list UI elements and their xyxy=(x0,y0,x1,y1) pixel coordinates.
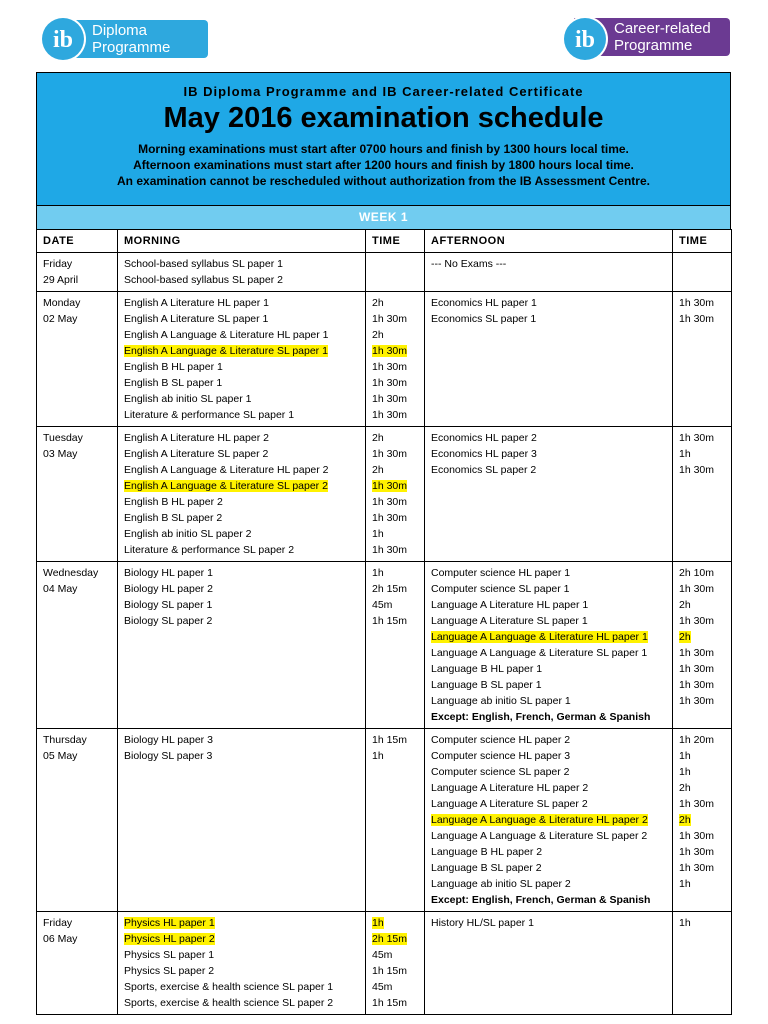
exam-name xyxy=(431,430,672,446)
morning-exams-cell xyxy=(118,562,366,729)
exam-name xyxy=(124,295,365,311)
header-note: An examination cannot be rescheduled without authorization from the IB Assessment Centre. xyxy=(117,174,650,188)
cell-text: 1h 30m xyxy=(679,464,715,476)
exam-duration xyxy=(372,732,424,748)
date-text: 02 May xyxy=(43,313,78,325)
afternoon-exams-cell xyxy=(425,292,673,427)
cell-text: English B SL paper 2 xyxy=(124,512,223,524)
date-cell xyxy=(37,253,118,292)
exam-name xyxy=(431,565,672,581)
cell-text: English A Literature SL paper 2 xyxy=(124,448,269,460)
exam-duration xyxy=(679,764,731,780)
cell-text: Computer science HL paper 1 xyxy=(431,567,571,579)
diploma-logo-text-1: Diploma xyxy=(92,22,148,39)
career-logo-text-2: Programme xyxy=(614,37,693,54)
cell-text: School-based syllabus SL paper 2 xyxy=(124,274,283,286)
cell-text: 1h xyxy=(679,750,691,762)
exam-name xyxy=(431,629,672,645)
exam-name xyxy=(124,732,365,748)
cell-text: 1h xyxy=(372,528,384,540)
cell-text: 1h 30m xyxy=(679,297,715,309)
afternoon-time-cell xyxy=(673,253,732,292)
exam-duration xyxy=(372,430,424,446)
date-text: 05 May xyxy=(43,750,78,762)
exam-duration xyxy=(372,995,424,1011)
exam-duration xyxy=(679,661,731,677)
date-text: Wednesday xyxy=(43,567,99,579)
career-logo-text-1: Career-related xyxy=(614,20,711,37)
cell-text: Except: English, French, German & Spanish xyxy=(431,711,651,723)
exam-duration xyxy=(372,613,424,629)
exam-name xyxy=(431,915,672,931)
table-row xyxy=(37,427,732,562)
exam-duration xyxy=(679,732,731,748)
cell-text: Language A Language & Literature HL paper 2 xyxy=(431,814,648,826)
cell-text: 1h 30m xyxy=(372,377,408,389)
cell-text: 2h 10m xyxy=(679,567,715,579)
cell-text: 1h 30m xyxy=(372,480,408,492)
morning-exams-cell xyxy=(118,427,366,562)
cell-text: Economics SL paper 2 xyxy=(431,464,537,476)
exam-duration xyxy=(372,597,424,613)
cell-text: 1h 15m xyxy=(372,965,408,977)
ib-logo-icon xyxy=(560,14,610,64)
exam-duration xyxy=(372,581,424,597)
cell-text: English B HL paper 2 xyxy=(124,496,223,508)
date-text: 03 May xyxy=(43,448,78,460)
exam-duration xyxy=(679,915,731,931)
table-row xyxy=(37,253,732,292)
afternoon-exams-cell xyxy=(425,729,673,912)
career-related-programme-logo xyxy=(560,14,730,64)
table-body xyxy=(37,253,732,1015)
header-note: Morning examinations must start after 0700 hours and finish by 1300 hours local time. xyxy=(138,142,629,156)
cell-text: Language A Language & Literature HL paper 1 xyxy=(431,631,648,643)
exam-duration xyxy=(679,565,731,581)
table-row xyxy=(37,292,732,427)
cell-text: Economics HL paper 3 xyxy=(431,448,537,460)
exam-name xyxy=(431,764,672,780)
exam-name xyxy=(124,947,365,963)
cell-text: School-based syllabus SL paper 1 xyxy=(124,258,283,270)
afternoon-exams-cell xyxy=(425,427,673,562)
cell-text: Biology SL paper 1 xyxy=(124,599,213,611)
cell-text: 1h 30m xyxy=(679,432,715,444)
cell-text: Language B SL paper 1 xyxy=(431,679,542,691)
cell-text: 1h 30m xyxy=(372,393,408,405)
exam-duration xyxy=(679,581,731,597)
cell-text: 1h 30m xyxy=(679,830,715,842)
exam-name xyxy=(431,860,672,876)
exam-name xyxy=(431,748,672,764)
exam-name xyxy=(124,613,365,629)
cell-text: 1h 30m xyxy=(679,663,715,675)
cell-text: 1h xyxy=(372,750,384,762)
cell-text: Language A Language & Literature SL paper 2 xyxy=(431,830,648,842)
cell-text: 1h 15m xyxy=(372,615,408,627)
exam-duration xyxy=(372,359,424,375)
date-text: Monday xyxy=(43,297,81,309)
exam-name xyxy=(124,327,365,343)
cell-text: 1h 30m xyxy=(679,647,715,659)
exam-name xyxy=(431,581,672,597)
cell-text: Literature & performance SL paper 2 xyxy=(124,544,295,556)
cell-text: Language A Language & Literature SL paper 1 xyxy=(431,647,648,659)
exam-duration xyxy=(372,343,424,359)
exam-name xyxy=(124,462,365,478)
exam-duration xyxy=(372,526,424,542)
exam-duration xyxy=(372,494,424,510)
cell-text: Physics HL paper 1 xyxy=(124,917,215,929)
cell-text: English A Language & Literature HL paper 2 xyxy=(124,464,329,476)
cell-text: English A Language & Literature SL paper 1 xyxy=(124,345,328,357)
exam-name xyxy=(124,995,365,1011)
cell-text: 1h 30m xyxy=(679,798,715,810)
cell-text: 2h xyxy=(679,631,691,643)
exam-name xyxy=(124,581,365,597)
date-text: Tuesday xyxy=(43,432,83,444)
column-header-morning: MORNING xyxy=(118,230,366,253)
cell-text: Language A Literature HL paper 2 xyxy=(431,782,589,794)
cell-text: English A Language & Literature SL paper 2 xyxy=(124,480,328,492)
exam-duration xyxy=(372,375,424,391)
cell-text: 1h xyxy=(679,878,691,890)
cell-text: 2h xyxy=(679,814,691,826)
cell-text: 1h 30m xyxy=(679,679,715,691)
column-header-afternoon: AFTERNOON xyxy=(425,230,673,253)
cell-text: 45m xyxy=(372,981,393,993)
exam-name xyxy=(124,931,365,947)
table-row xyxy=(37,912,732,1015)
exam-duration xyxy=(372,963,424,979)
table-header-row xyxy=(37,230,732,253)
afternoon-time-cell xyxy=(673,912,732,1015)
exam-name xyxy=(124,391,365,407)
afternoon-exams-cell xyxy=(425,253,673,292)
afternoon-time-cell xyxy=(673,427,732,562)
week-banner: WEEK 1 xyxy=(36,206,731,229)
cell-text: Biology HL paper 1 xyxy=(124,567,213,579)
exam-name xyxy=(431,876,672,892)
cell-text: Language B SL paper 2 xyxy=(431,862,542,874)
exam-duration xyxy=(679,780,731,796)
exam-name xyxy=(124,979,365,995)
afternoon-exams-cell xyxy=(425,562,673,729)
exam-name xyxy=(124,272,365,288)
morning-time-cell xyxy=(366,562,425,729)
column-header-date: DATE xyxy=(37,230,118,253)
exam-duration xyxy=(679,462,731,478)
afternoon-exams-cell xyxy=(425,912,673,1015)
exam-duration xyxy=(372,446,424,462)
exam-duration xyxy=(679,693,731,709)
cell-text: English B SL paper 1 xyxy=(124,377,223,389)
exam-name xyxy=(124,430,365,446)
exam-name xyxy=(431,892,672,908)
cell-text: 1h xyxy=(679,766,691,778)
cell-text: 1h 15m xyxy=(372,734,408,746)
cell-text: English A Literature HL paper 1 xyxy=(124,297,269,309)
date-text: 29 April xyxy=(43,274,79,286)
cell-text: 1h 30m xyxy=(372,448,408,460)
cell-text: Economics HL paper 2 xyxy=(431,432,537,444)
cell-text: English B HL paper 1 xyxy=(124,361,223,373)
date-text: 04 May xyxy=(43,583,78,595)
exam-duration xyxy=(679,860,731,876)
exam-name xyxy=(431,780,672,796)
cell-text: 2h xyxy=(372,432,384,444)
exam-name xyxy=(124,359,365,375)
exam-duration xyxy=(679,311,731,327)
cell-text: 1h 20m xyxy=(679,734,715,746)
exam-name xyxy=(431,661,672,677)
diploma-programme-logo xyxy=(38,14,208,64)
table-row xyxy=(37,562,732,729)
exam-duration xyxy=(372,295,424,311)
exam-duration xyxy=(372,931,424,947)
morning-exams-cell xyxy=(118,912,366,1015)
cell-text: Language A Literature SL paper 2 xyxy=(431,798,588,810)
exam-duration xyxy=(372,478,424,494)
exam-name xyxy=(431,295,672,311)
exam-duration xyxy=(679,430,731,446)
exam-name xyxy=(124,343,365,359)
exam-duration xyxy=(372,748,424,764)
exam-name xyxy=(431,462,672,478)
exam-name xyxy=(431,311,672,327)
exam-duration xyxy=(372,391,424,407)
cell-text: 1h 30m xyxy=(372,345,408,357)
exam-duration xyxy=(679,828,731,844)
afternoon-time-cell xyxy=(673,729,732,912)
date-cell xyxy=(37,427,118,562)
exam-name xyxy=(431,645,672,661)
exam-duration xyxy=(679,796,731,812)
exam-duration xyxy=(372,565,424,581)
exam-duration xyxy=(679,613,731,629)
exam-name xyxy=(431,613,672,629)
afternoon-time-cell xyxy=(673,292,732,427)
date-cell xyxy=(37,729,118,912)
exam-name xyxy=(124,526,365,542)
cell-text: 2h xyxy=(679,599,691,611)
morning-time-cell xyxy=(366,729,425,912)
cell-text: 1h 30m xyxy=(372,512,408,524)
cell-text: Computer science SL paper 2 xyxy=(431,766,570,778)
morning-exams-cell xyxy=(118,292,366,427)
cell-text: Language A Literature HL paper 1 xyxy=(431,599,589,611)
exam-name xyxy=(431,844,672,860)
exam-name xyxy=(124,407,365,423)
cell-text: Computer science HL paper 3 xyxy=(431,750,571,762)
exam-schedule-table xyxy=(36,229,732,1015)
exam-duration xyxy=(372,979,424,995)
cell-text: 1h 30m xyxy=(372,496,408,508)
cell-text: 1h xyxy=(372,567,384,579)
exam-name xyxy=(124,597,365,613)
cell-text: 1h xyxy=(679,917,691,929)
cell-text: 1h 30m xyxy=(372,409,408,421)
exam-name xyxy=(124,375,365,391)
cell-text: Biology SL paper 2 xyxy=(124,615,213,627)
cell-text: 2h xyxy=(679,782,691,794)
afternoon-time-cell xyxy=(673,562,732,729)
exam-duration xyxy=(372,542,424,558)
schedule-header xyxy=(36,72,731,206)
exam-name xyxy=(431,446,672,462)
morning-exams-cell xyxy=(118,253,366,292)
exam-duration xyxy=(679,876,731,892)
date-text: 06 May xyxy=(43,933,78,945)
cell-text: Sports, exercise & health science SL paper 2 xyxy=(124,997,334,1009)
date-text: Friday xyxy=(43,258,73,270)
date-text: Thursday xyxy=(43,734,87,746)
exam-duration xyxy=(679,446,731,462)
exam-duration xyxy=(679,844,731,860)
cell-text: --- No Exams --- xyxy=(431,258,507,270)
cell-text: English A Literature HL paper 2 xyxy=(124,432,269,444)
diploma-logo-text-2: Programme xyxy=(92,39,171,56)
cell-text: 2h xyxy=(372,464,384,476)
exam-duration xyxy=(679,645,731,661)
exam-name xyxy=(124,494,365,510)
exam-duration xyxy=(372,311,424,327)
cell-text: English A Literature SL paper 1 xyxy=(124,313,269,325)
cell-text: 2h xyxy=(372,329,384,341)
cell-text: Biology HL paper 2 xyxy=(124,583,213,595)
exam-name xyxy=(431,256,672,272)
exam-duration xyxy=(372,407,424,423)
cell-text: Language ab initio SL paper 1 xyxy=(431,695,571,707)
exam-duration xyxy=(372,947,424,963)
exam-duration xyxy=(372,510,424,526)
date-cell xyxy=(37,912,118,1015)
cell-text: Sports, exercise & health science SL paper 1 xyxy=(124,981,334,993)
cell-text: 1h 30m xyxy=(679,695,715,707)
column-header-time: TIME xyxy=(366,230,425,253)
table-row xyxy=(37,729,732,912)
ib-logo-icon xyxy=(38,14,88,64)
cell-text: Economics HL paper 1 xyxy=(431,297,537,309)
exam-name xyxy=(124,446,365,462)
morning-time-cell xyxy=(366,292,425,427)
cell-text: 1h 30m xyxy=(679,615,715,627)
cell-text: Language B HL paper 2 xyxy=(431,846,543,858)
cell-text: 45m xyxy=(372,599,393,611)
exam-duration xyxy=(679,748,731,764)
cell-text: 1h 30m xyxy=(679,846,715,858)
cell-text: Economics SL paper 1 xyxy=(431,313,537,325)
exam-name xyxy=(124,748,365,764)
exam-name xyxy=(431,597,672,613)
cell-text: 1h 30m xyxy=(372,361,408,373)
cell-text: 1h 30m xyxy=(372,544,408,556)
date-cell xyxy=(37,292,118,427)
page-title: May 2016 examination schedule xyxy=(163,102,604,134)
cell-text: 1h 30m xyxy=(679,313,715,325)
exam-duration xyxy=(372,915,424,931)
cell-text: Literature & performance SL paper 1 xyxy=(124,409,295,421)
date-cell xyxy=(37,562,118,729)
cell-text: Biology HL paper 3 xyxy=(124,734,213,746)
exam-duration xyxy=(372,327,424,343)
column-header-time: TIME xyxy=(673,230,732,253)
cell-text: 1h xyxy=(372,917,384,929)
exam-name xyxy=(431,709,672,725)
cell-text: 1h 30m xyxy=(679,862,715,874)
cell-text: English ab initio SL paper 2 xyxy=(124,528,252,540)
exam-name xyxy=(124,915,365,931)
exam-name xyxy=(124,565,365,581)
morning-time-cell xyxy=(366,427,425,562)
exam-name xyxy=(431,732,672,748)
cell-text: Physics SL paper 1 xyxy=(124,949,215,961)
header-subtitle: IB Diploma Programme and IB Career-related Certificate xyxy=(183,84,584,99)
cell-text: 2h xyxy=(372,297,384,309)
cell-text: Language B HL paper 1 xyxy=(431,663,543,675)
cell-text: Computer science SL paper 1 xyxy=(431,583,570,595)
cell-text: 2h 15m xyxy=(372,933,408,945)
exam-name xyxy=(124,963,365,979)
exam-name xyxy=(124,256,365,272)
exam-name xyxy=(431,796,672,812)
cell-text: 1h 30m xyxy=(679,583,715,595)
cell-text: Biology SL paper 3 xyxy=(124,750,213,762)
cell-text: Language A Literature SL paper 1 xyxy=(431,615,588,627)
exam-duration xyxy=(679,677,731,693)
cell-text: 45m xyxy=(372,949,393,961)
exam-name xyxy=(124,510,365,526)
ib-logo-mark: ib xyxy=(52,27,74,53)
exam-name xyxy=(431,812,672,828)
cell-text: English ab initio SL paper 1 xyxy=(124,393,252,405)
morning-time-cell xyxy=(366,912,425,1015)
header-notes xyxy=(37,141,730,189)
cell-text: 1h 15m xyxy=(372,997,408,1009)
ib-logo-mark: ib xyxy=(574,27,596,53)
cell-text: Physics HL paper 2 xyxy=(124,933,215,945)
exam-duration xyxy=(679,295,731,311)
exam-name xyxy=(431,828,672,844)
header-note: Afternoon examinations must start after 1200 hours and finish by 1800 hours local time. xyxy=(133,158,634,172)
cell-text: 1h xyxy=(679,448,691,460)
exam-duration xyxy=(679,629,731,645)
exam-name xyxy=(124,542,365,558)
cell-text: 1h 30m xyxy=(372,313,408,325)
cell-text: Computer science HL paper 2 xyxy=(431,734,571,746)
cell-text: Physics SL paper 2 xyxy=(124,965,215,977)
cell-text: Language ab initio SL paper 2 xyxy=(431,878,571,890)
cell-text: 2h 15m xyxy=(372,583,408,595)
morning-time-cell xyxy=(366,253,425,292)
exam-duration xyxy=(679,812,731,828)
cell-text: History HL/SL paper 1 xyxy=(431,917,534,929)
cell-text: Except: English, French, German & Spanish xyxy=(431,894,651,906)
exam-name xyxy=(124,311,365,327)
morning-exams-cell xyxy=(118,729,366,912)
exam-name xyxy=(124,478,365,494)
cell-text: English A Language & Literature HL paper 1 xyxy=(124,329,329,341)
exam-duration xyxy=(679,597,731,613)
exam-name xyxy=(431,677,672,693)
date-text: Friday xyxy=(43,917,73,929)
exam-name xyxy=(431,693,672,709)
exam-duration xyxy=(372,462,424,478)
